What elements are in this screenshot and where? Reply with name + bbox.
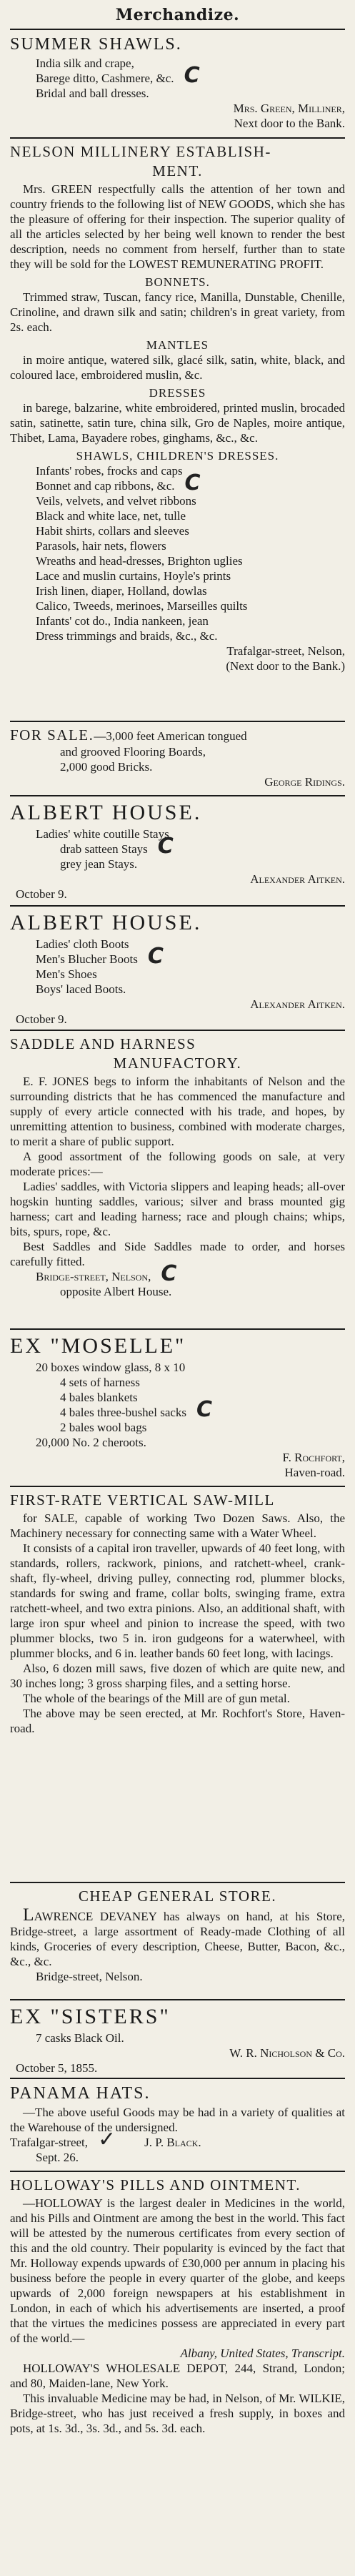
ad-body: —HOLLOWAY is the largest dealer in Medicines in the world, and his Pills and Ointment are among the best in the world. This fact will be attested by the numerous certificates from every section of this and the old country. Their popularity is evinced by the fact that Mr. Holloway expends upwards of £30,000 per annum in placing his business before the people in every quarter of the globe, and keeps upwards of 2,000 foreign newspapers at his establishment in London, in each of which his advertisements are inserted, a proof that the virtues the medicines possess are appreciated in every part of the world.— bbox=[10, 2196, 345, 2345]
ad-line: 7 casks Black Oil. bbox=[36, 2031, 124, 2045]
divider bbox=[10, 2171, 345, 2172]
ad-heading: EX "MOSELLE" bbox=[10, 1334, 186, 1358]
ad-body: This invaluable Medicine may be had, in Nelson, of Mr. WILKIE, Bridge-street, who has just received a fresh supply, in boxes and pots, at 1s. 3d., 3s. 3d., and 5s. 3d. each. bbox=[10, 2392, 345, 2435]
ad-line: Barege ditto, Cashmere, &c. C bbox=[36, 63, 200, 88]
ad-line: Ladies' white coutille Stays bbox=[36, 827, 169, 841]
ad-date: October 9. bbox=[16, 1012, 67, 1026]
ad-nelson-millinery bbox=[10, 143, 345, 716]
ad-line: Men's Blucher Boots C bbox=[36, 944, 164, 969]
ad-line: grey jean Stays. bbox=[60, 857, 138, 871]
ad-body: It consists of a capital iron traveller, upwards of 40 feet long, with standards, rollers, rackwork, pinions, and ratchett-wheel, crank-shaft, fly-wheel, driving pulley, connecting rod, plummer blocks, standards for swing and frame, collar bolts, swinging frame, extra ratchett-wheel, and two extra pinions. Also, an additional shaft, with large iron spur wheel and pinion to increase the speed, with two plummer blocks, two 5 in. iron gudgeons for a waterwheel, with plummer blocks, and 6 in. leather bands 60 feet long, with lacings. bbox=[10, 1541, 345, 1660]
ad-body: Ladies' saddles, with Victoria slippers and leaping heads; all-over hogskin hunting saddles, various; silver and brass mounted gig harness; cart and leading harness; race and plough chains; whips, bits, spurs, rope, &c. bbox=[10, 1180, 345, 1238]
ad-panama-hats bbox=[10, 2083, 345, 2166]
divider bbox=[10, 1030, 345, 1031]
ad-line: 4 sets of harness bbox=[60, 1376, 140, 1389]
check-mark-icon: ✓ bbox=[98, 2127, 116, 2152]
ad-body: E. F. JONES begs to inform the inhabitants of Nelson and the surrounding districts that he has commenced the manufacture and supply of every article connected with his trade, and hopes, by unremitting attention to business, combined with moderate charges, to merit a share of public support. bbox=[10, 1075, 345, 1148]
ad-heading: FOR SALE. bbox=[10, 726, 94, 744]
list-item: Wreaths and head-dresses, Brighton uglies bbox=[36, 554, 243, 568]
divider bbox=[10, 905, 345, 907]
check-mark-icon: C bbox=[196, 1397, 213, 1422]
ad-signature-line2: Haven-road. bbox=[284, 1466, 345, 1479]
ad-address: Trafalgar-street, Nelson, bbox=[226, 644, 345, 658]
ad-address-line2: opposite Albert House. bbox=[60, 1285, 172, 1298]
ad-date: October 9. bbox=[16, 887, 67, 901]
ad-heading-line2: MANUFACTORY. bbox=[113, 1055, 242, 1072]
ad-line: 4 bales three-bushel sacks C bbox=[60, 1397, 213, 1422]
section-text: Trimmed straw, Tuscan, fancy rice, Manilla, Dunstable, Chenille, Crinoline, and drawn silk and satin; children's in great variety, from 2s. each. bbox=[10, 290, 345, 334]
section-text: in barege, balzarine, white embroidered, printed muslin, brocaded satin, satinette, satin ture, china silk, Gro de Naples, moire antique, Thibet, Lama, Bayadere robes, ginghams, &c., &c. bbox=[10, 401, 345, 445]
check-mark-icon: C bbox=[184, 63, 200, 88]
ad-line: 4 bales blankets bbox=[60, 1391, 138, 1404]
ad-signature: George Ridings. bbox=[264, 775, 345, 789]
ad-signature: Mrs. Green, Milliner, bbox=[233, 102, 345, 115]
ad-ex-moselle bbox=[10, 1334, 345, 1481]
ad-body: —The above useful Goods may be had in a variety of qualities at the Warehouse of the undersigned. bbox=[10, 2106, 345, 2134]
list-item: Infants' cot do., India nankeen, jean bbox=[36, 614, 209, 628]
ad-body: Best Saddles and Side Saddles made to order, and horses carefully fitted. bbox=[10, 1240, 345, 1268]
ad-address: Trafalgar-street, bbox=[10, 2136, 89, 2149]
ad-heading: SUMMER SHAWLS. bbox=[10, 35, 182, 54]
ad-source: Albany, United States, Transcript. bbox=[180, 2346, 345, 2360]
ad-signature-line2: Next door to the Bank. bbox=[234, 117, 345, 130]
divider bbox=[10, 721, 345, 722]
ad-address: Bridge-street, Nelson. bbox=[36, 1970, 143, 1983]
section-title: DRESSES bbox=[149, 386, 206, 400]
ad-heading: CHEAP GENERAL STORE. bbox=[78, 1887, 277, 1905]
ad-saw-mill bbox=[10, 1491, 345, 1877]
list-item: Veils, velvets, and velvet ribbons bbox=[36, 494, 196, 508]
ad-line: 20,000 No. 2 cheroots. bbox=[36, 1436, 146, 1449]
ad-ex-sisters bbox=[10, 2005, 345, 2073]
ad-body: HOLLOWAY'S WHOLESALE DEPOT, 244, Strand, London; and 80, Maiden-lane, New York. bbox=[10, 2362, 345, 2390]
masthead: Merchandize. bbox=[115, 6, 240, 24]
ad-line: 2 bales wool bags bbox=[60, 1421, 147, 1434]
ad-date: October 5, 1855. bbox=[16, 2061, 98, 2075]
ad-heading: FIRST-RATE VERTICAL SAW-MILL bbox=[10, 1491, 275, 1509]
check-mark-icon: C bbox=[157, 834, 174, 859]
section-title: MANTLES bbox=[146, 338, 209, 352]
check-mark-icon: C bbox=[147, 944, 164, 969]
section-title: BONNETS. bbox=[145, 275, 210, 289]
ad-body: Mrs. GREEN respectfully calls the attention of her town and country friends to the following list of NEW GOODS, which she has the pleasure of offering for their inspection. The superior quality of all the articles selected by her being well known to render the best description, needs no comment from herself, further than to state they will be sold for the LOWEST REMUNERATING PROFIT. bbox=[10, 182, 346, 271]
ad-albert-house-stays bbox=[10, 801, 345, 901]
ad-footer bbox=[10, 2127, 345, 2152]
ad-saddle-harness bbox=[10, 1035, 345, 1324]
ad-address: Bridge-street, Nelson, C bbox=[36, 1261, 177, 1286]
ad-text: —3,000 feet American tongued bbox=[94, 729, 247, 743]
ad-line: Ladies' cloth Boots bbox=[36, 937, 129, 951]
check-mark-icon: C bbox=[184, 470, 201, 495]
divider bbox=[10, 1328, 345, 1330]
list-item: Habit shirts, collars and sleeves bbox=[36, 524, 189, 538]
ad-signature: Alexander Aitken. bbox=[250, 997, 345, 1011]
list-item: Dress trimmings and braids, &c., &c. bbox=[36, 629, 218, 643]
divider bbox=[10, 29, 345, 30]
ad-signature: W. R. Nicholson & Co. bbox=[229, 2046, 345, 2060]
ad-cheap-general-store bbox=[10, 1887, 345, 1995]
ad-heading: NELSON MILLINERY ESTABLISH- bbox=[10, 143, 271, 160]
list-item: Calico, Tweeds, merinoes, Marseilles quilts bbox=[36, 599, 248, 613]
ad-albert-house-boots bbox=[10, 911, 345, 1025]
ad-line: Bridal and ball dresses. bbox=[36, 87, 149, 100]
ad-heading: SADDLE AND HARNESS bbox=[10, 1035, 196, 1052]
section-title: SHAWLS, CHILDREN'S DRESSES. bbox=[76, 449, 279, 463]
divider bbox=[10, 2078, 345, 2079]
ad-lead-line bbox=[10, 726, 345, 744]
list-item: Lace and muslin curtains, Hoyle's prints bbox=[36, 569, 231, 583]
divider bbox=[10, 1999, 345, 2000]
list-item: Black and white lace, net, tulle bbox=[36, 509, 186, 523]
ad-summer-shawls bbox=[10, 34, 345, 133]
list-item: Bonnet and cap ribbons, &c. C bbox=[36, 470, 201, 495]
ad-body: A good assortment of the following goods on sale, at very moderate prices:— bbox=[10, 1150, 345, 1178]
list-item: Parasols, hair nets, flowers bbox=[36, 539, 166, 553]
ad-body: The whole of the bearings of the Mill are of gun metal. bbox=[23, 1692, 290, 1705]
divider bbox=[10, 137, 345, 139]
ad-heading: HOLLOWAY'S PILLS AND OINTMENT. bbox=[10, 2176, 301, 2193]
ad-heading: EX "SISTERS" bbox=[10, 2005, 171, 2028]
ad-line: Boys' laced Boots. bbox=[36, 982, 126, 996]
ad-body: LAWRENCE DEVANEY has always on hand, at his Store, Bridge-street, a large assortment of Ready-made Clothing of all kinds, Groceries of every description, Cheese, Butter, Bacon, &c., &c., &c. bbox=[10, 1904, 345, 1968]
ad-line: drab satteen Stays C bbox=[60, 834, 174, 859]
ad-line: 20 boxes window glass, 8 x 10 bbox=[36, 1361, 186, 1374]
list-item: Irish linen, diaper, Holland, dowlas bbox=[36, 584, 207, 598]
ad-heading: ALBERT HOUSE. bbox=[10, 911, 202, 934]
ad-heading: PANAMA HATS. bbox=[10, 2084, 151, 2103]
section-text: in moire antique, watered silk, glacé silk, satin, white, black, and coloured lace, embroidered muslin, &c. bbox=[10, 353, 345, 382]
ad-date: Sept. 26. bbox=[36, 2151, 79, 2164]
ad-text: and grooved Flooring Boards, bbox=[60, 745, 206, 759]
ad-signature: J. P. Black. bbox=[144, 2136, 201, 2149]
ad-body: Also, 6 dozen mill saws, five dozen of which are quite new, and 30 inches long; 3 gross sharping files, and a setting horse. bbox=[10, 1662, 345, 1690]
ad-heading: ALBERT HOUSE. bbox=[10, 801, 202, 824]
ad-body: for SALE, capable of working Two Dozen Saws. Also, the Machinery necessary for connecting same with a Water Wheel. bbox=[10, 1511, 345, 1540]
list-item: Infants' robes, frocks and caps bbox=[36, 464, 183, 478]
divider bbox=[10, 795, 345, 796]
ad-signature: F. Rochfort, bbox=[282, 1451, 345, 1464]
ad-for-sale bbox=[10, 726, 345, 791]
check-mark-icon: C bbox=[161, 1261, 177, 1286]
ad-line: India silk and crape, bbox=[36, 56, 134, 70]
ad-signature: Alexander Aitken. bbox=[250, 872, 345, 886]
divider bbox=[10, 1882, 345, 1883]
ad-heading-line2: MENT. bbox=[152, 162, 203, 179]
ad-line: Men's Shoes bbox=[36, 967, 97, 981]
ad-holloways-pills bbox=[10, 2176, 345, 2436]
ad-text: 2,000 good Bricks. bbox=[60, 760, 153, 774]
divider bbox=[10, 1486, 345, 1487]
ad-address-line2: (Next door to the Bank.) bbox=[226, 659, 345, 673]
ad-body: The above may be seen erected, at Mr. Rochfort's Store, Haven-road. bbox=[10, 1707, 345, 1735]
